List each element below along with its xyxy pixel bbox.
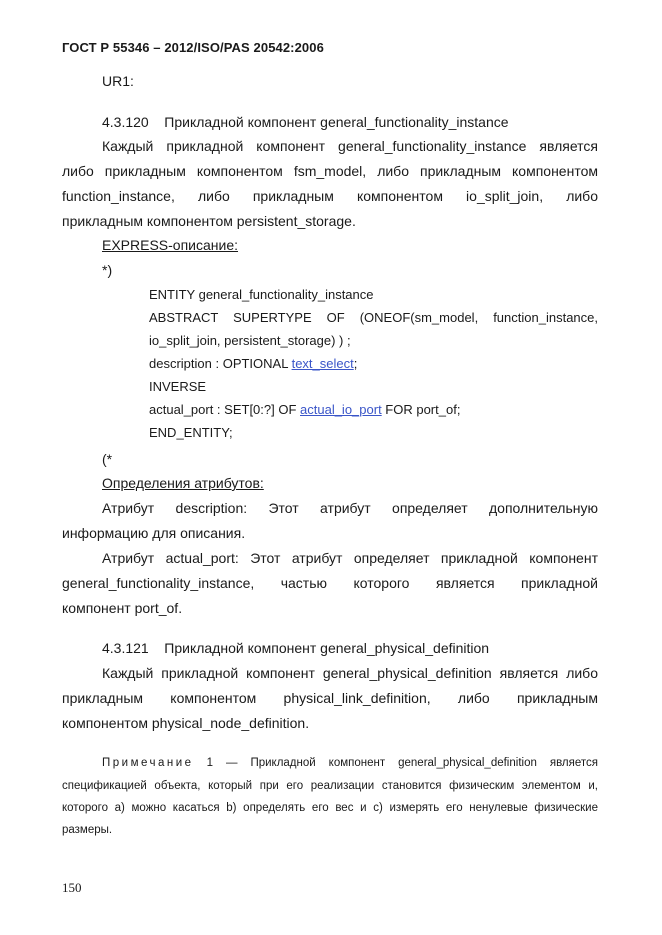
text-select-link[interactable]: text_select [291, 356, 354, 371]
note-line: размеры. [62, 824, 113, 836]
attr-description-line: Атрибут description: Этот атрибут определяет дополнительную [102, 500, 598, 516]
attributes-label: Определения атрибутов: [102, 475, 264, 491]
code-text: description : OPTIONAL [149, 356, 292, 371]
code-line: END_ENTITY; [149, 425, 233, 440]
code-line: INVERSE [149, 379, 207, 394]
code-line [149, 402, 460, 418]
section-121-para-line: компонентом physical_node_definition. [62, 715, 310, 731]
note-line: спецификацией объекта, который при его реализации становится физическим элементом и, [62, 780, 598, 792]
express-label: EXPRESS-описание: [102, 237, 239, 253]
code-line: io_split_join, persistent_storage) ) ; [149, 333, 351, 348]
section-120-para-line: прикладным компонентом persistent_storage. [62, 213, 356, 229]
section-121-para-line: Каждый прикладной компонент general_physical_definition является либо [102, 665, 598, 681]
note-text: 1 — Прикладной компонент general_physical_definition является [206, 757, 598, 769]
note-label: Примечание [102, 757, 194, 769]
section-120-para-line: function_instance, либо прикладным компонентом io_split_join, либо [62, 188, 598, 204]
code-text: ; [353, 356, 358, 371]
code-text: FOR port_of; [381, 402, 461, 417]
note-line [102, 755, 598, 771]
ur1-label: UR1: [102, 73, 134, 89]
attr-actual-port-line: компонент port_of. [62, 600, 183, 616]
note-line: которого а) можно касаться b) определять его вес и с) измерять его ненулевые физические [62, 802, 598, 814]
close-comment: (* [102, 451, 113, 467]
open-comment: *) [102, 262, 113, 278]
code-text: actual_port : SET[0:?] OF [149, 402, 301, 417]
document-header: ГОСТ Р 55346 – 2012/ISO/PAS 20542:2006 [62, 40, 324, 55]
section-120-para-line: либо прикладным компонентом fsm_model, либо прикладным компонентом [62, 163, 598, 179]
section-120-heading: 4.3.120 Прикладной компонент general_functionality_instance [102, 114, 509, 130]
section-121-heading: 4.3.121 Прикладной компонент general_physical_definition [102, 640, 490, 656]
code-line [149, 356, 357, 372]
section-121-para-line: прикладным компонентом physical_link_definition, либо прикладным [62, 690, 598, 706]
attr-actual-port-line: Атрибут actual_port: Этот атрибут определяет прикладной компонент [102, 550, 598, 566]
attr-description-line: информацию для описания. [62, 525, 246, 541]
actual-io-port-link[interactable]: actual_io_port [300, 402, 382, 417]
section-120-para-line: Каждый прикладной компонент general_functionality_instance является [102, 138, 598, 154]
attr-actual-port-line: general_functionality_instance, частью которого является прикладной [62, 575, 598, 591]
page-number: 150 [62, 880, 82, 895]
code-line: ABSTRACT SUPERTYPE OF (ONEOF(sm_model, function_instance, [149, 310, 598, 325]
code-line: ENTITY general_functionality_instance [149, 287, 374, 302]
